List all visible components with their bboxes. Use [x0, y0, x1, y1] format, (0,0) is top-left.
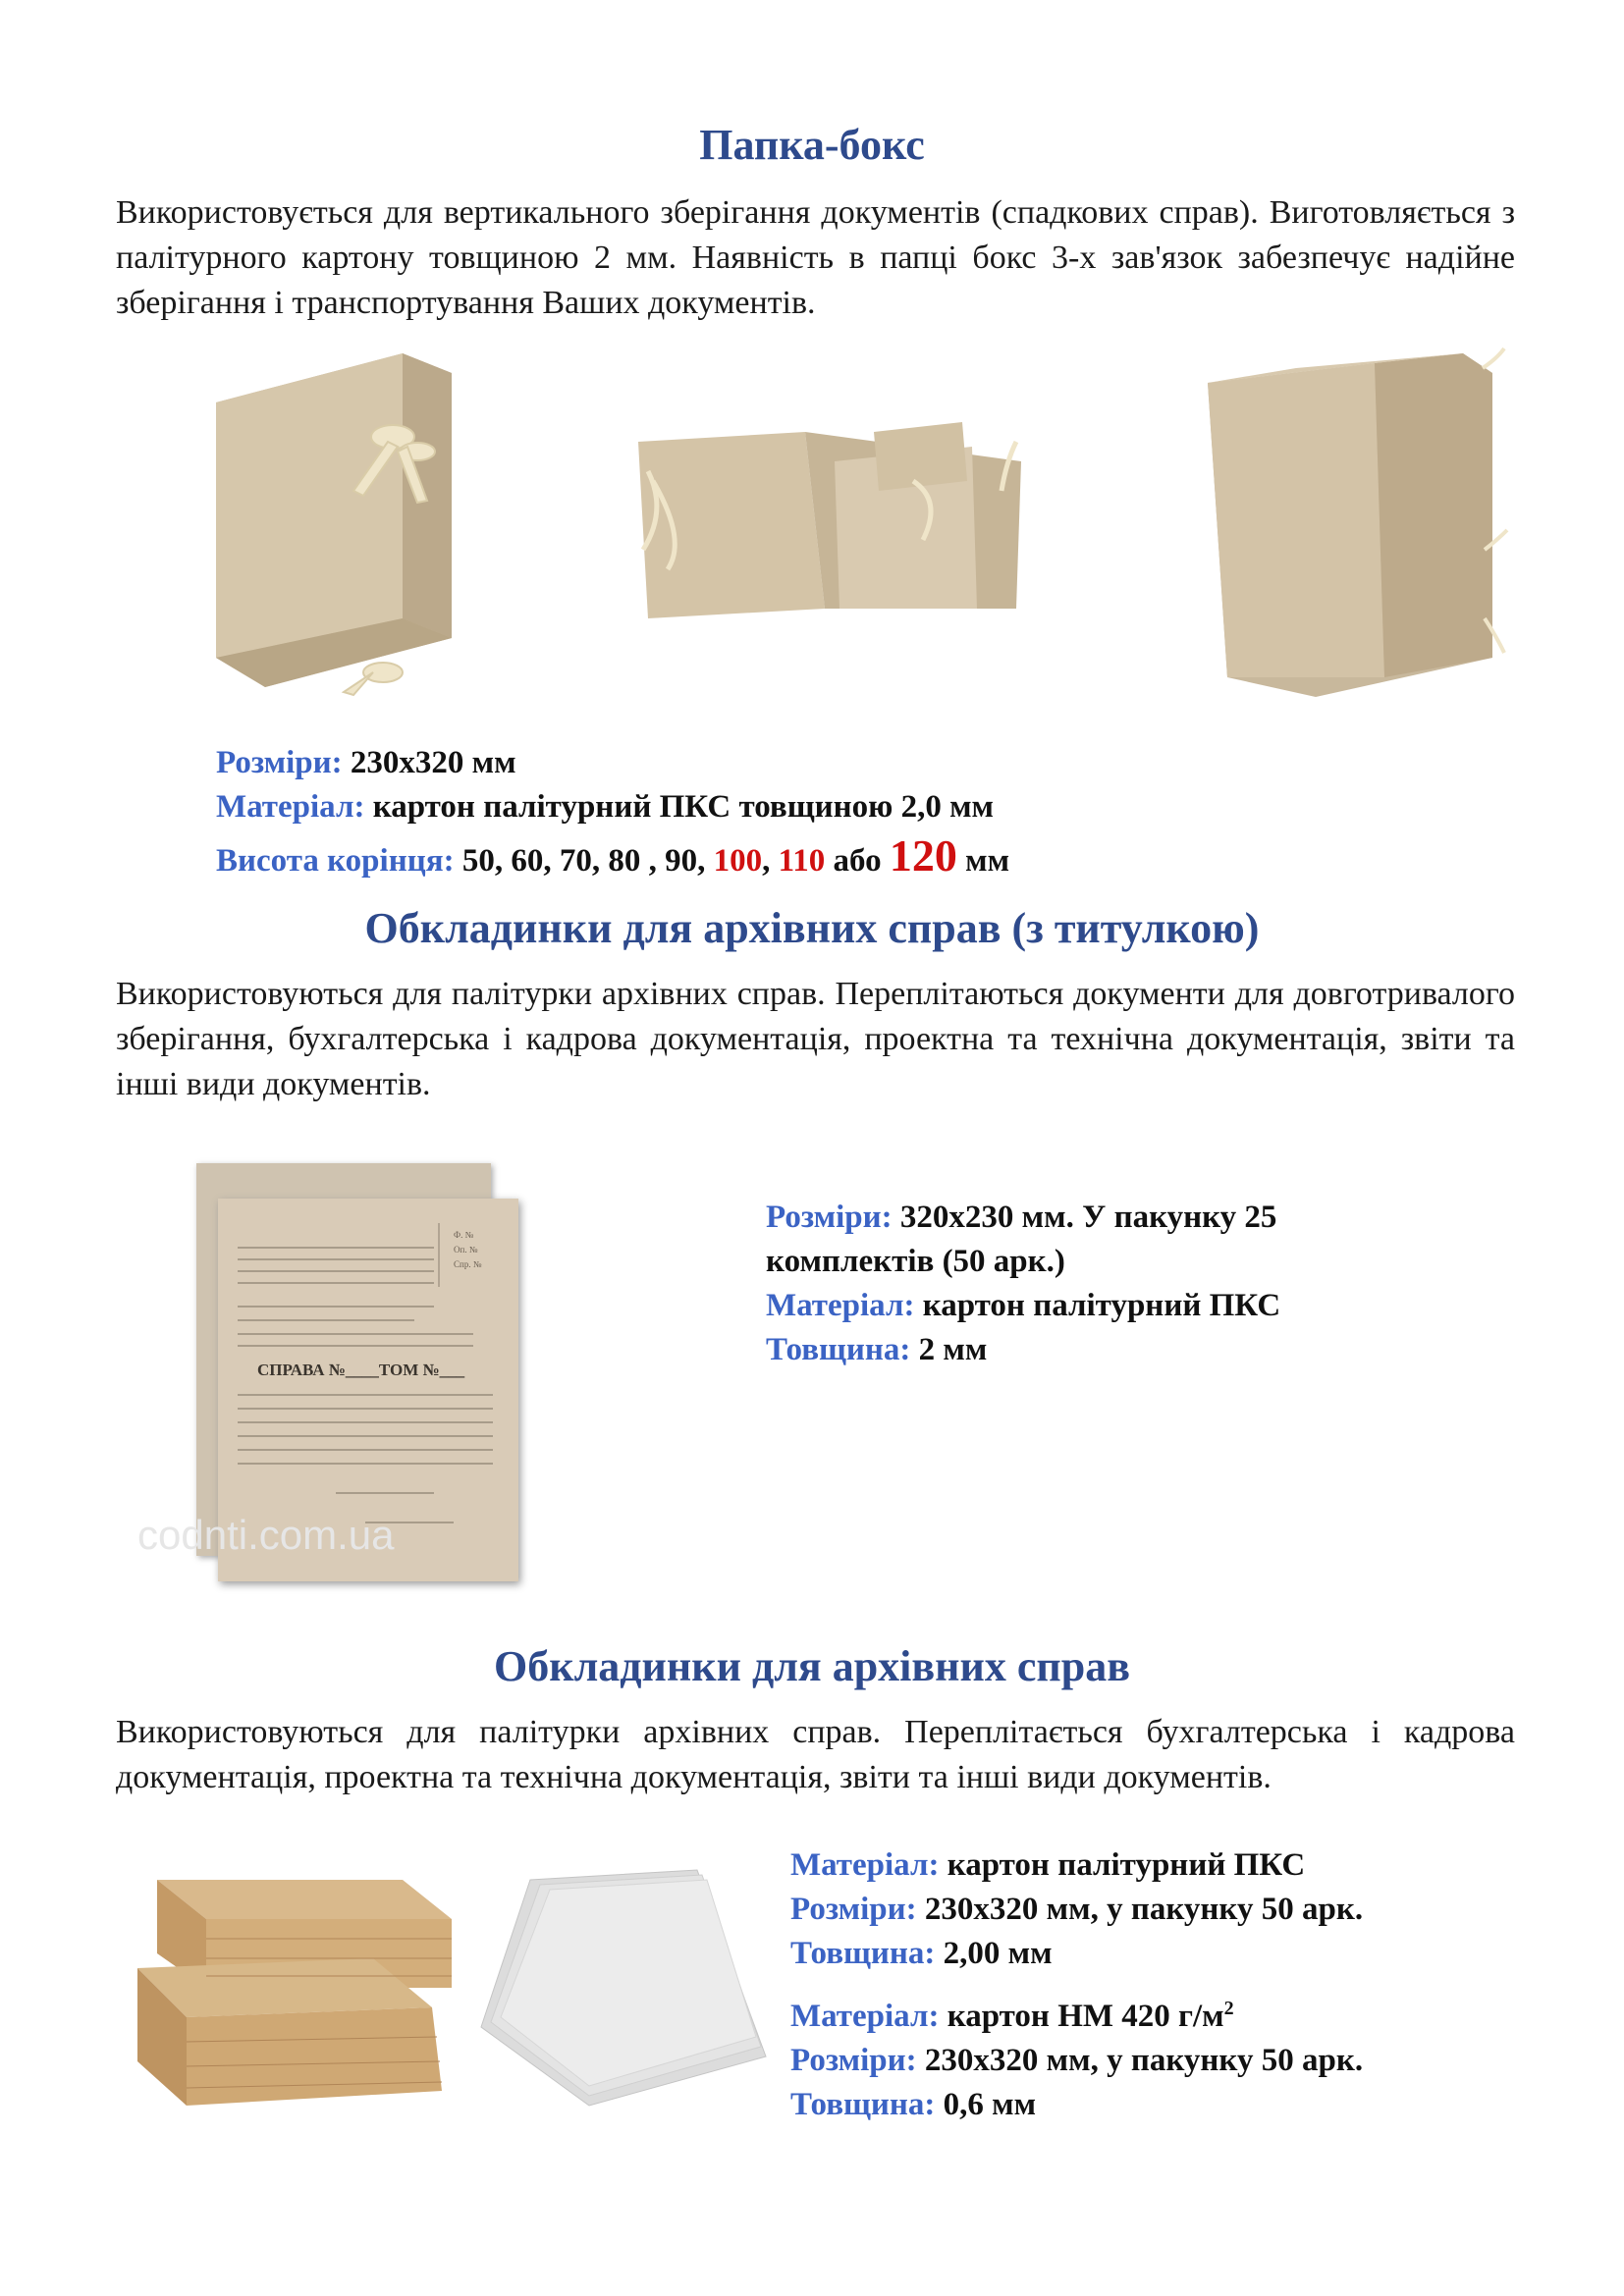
spine-label: Висота корінця: — [216, 843, 455, 879]
spine-value-120: 120 — [889, 830, 957, 881]
material-label: Матеріал: — [790, 1847, 940, 1883]
size-label: Розміри: — [766, 1200, 893, 1235]
section3-a-material-row — [790, 1843, 1305, 1887]
size-value-cont: комплектів (50 арк.) — [766, 1244, 1065, 1279]
box-folder-image-2 — [628, 422, 1021, 628]
section3-b-size-row — [790, 2039, 1363, 2082]
spine-comma: , — [762, 843, 771, 879]
size-value: 320х230 мм. У пакунку 25 — [899, 1200, 1277, 1235]
section2-thickness-row — [766, 1328, 987, 1371]
spine-or: або — [833, 843, 882, 879]
grey-sheets-image — [471, 1860, 776, 2115]
box-folder-image-1 — [196, 344, 481, 697]
thickness-value: 0,6 мм — [943, 2087, 1037, 2122]
material-superscript: 2 — [1223, 1998, 1234, 2019]
section1-paragraph: Використовується для вертикального зберігання документів (спадкових справ). Виготовляється з палітурного картону товщиною 2 мм. Наявність в папці бокс 3-х зав'язок забезпечує надійне зберігання і транспортування Ваших документів. — [116, 194, 1515, 321]
size-label: Розміри: — [790, 1892, 917, 1927]
section1-title: Папка-бокс — [699, 121, 925, 169]
box-folder-image-3 — [1198, 344, 1512, 707]
section3-paragraph: Використовуються для палітурки архівних справ. Переплітається бухгалтерська і кадрова документація, проектна та технічна документація, звіти та інші види документів. — [116, 1714, 1515, 1795]
section2-size-row — [766, 1196, 1276, 1239]
thickness-value: 2 мм — [918, 1332, 988, 1367]
section3-title: Обкладинки для архівних справ — [494, 1642, 1130, 1690]
archive-cover-image — [137, 1163, 530, 1585]
watermark-text: codnti.com.ua — [137, 1512, 395, 1558]
svg-text:Оп. №: Оп. № — [454, 1245, 478, 1255]
section2-title: Обкладинки для архівних справ (з титулкою) — [364, 904, 1260, 952]
thickness-label: Товщина: — [790, 1936, 936, 1971]
size-value: 230х320 мм, у пакунку 50 арк. — [924, 2043, 1364, 2078]
size-value: 230х320 мм, у пакунку 50 арк. — [924, 1892, 1364, 1927]
section3-b-material-row — [790, 1995, 1234, 2038]
section2-material-row — [766, 1284, 1280, 1327]
material-value: картон НМ 420 г/м — [947, 1999, 1224, 2034]
material-label: Матеріал: — [790, 1999, 940, 2034]
thickness-value: 2,00 мм — [943, 1936, 1053, 1971]
section1-size-row — [216, 741, 516, 784]
thickness-label: Товщина: — [790, 2087, 936, 2122]
material-value: картон палітурний ПКС — [947, 1847, 1306, 1883]
size-value: 230х320 мм — [350, 745, 516, 780]
spine-value-100: 100 — [713, 843, 763, 879]
cover-title-text: СПРАВА №____ТОМ №___ — [257, 1361, 465, 1379]
material-label: Матеріал: — [216, 789, 365, 825]
spine-value-110: 110 — [778, 843, 826, 879]
section1-material-row — [216, 785, 994, 828]
thickness-label: Товщина: — [766, 1332, 911, 1367]
svg-text:Спр. №: Спр. № — [454, 1259, 482, 1269]
spine-unit: мм — [965, 843, 1010, 879]
section3-a-size-row — [790, 1888, 1363, 1931]
section3-b-thickness-row — [790, 2083, 1036, 2126]
material-value: картон палітурний ПКС — [922, 1288, 1281, 1323]
size-label: Розміри: — [790, 2043, 917, 2078]
section3-a-thickness-row — [790, 1932, 1053, 1975]
kraft-stack-image — [128, 1860, 461, 2115]
material-label: Матеріал: — [766, 1288, 915, 1323]
section1-spine-row — [216, 830, 1010, 882]
section2-size-row-2 — [766, 1240, 1065, 1283]
material-value: картон палітурний ПКС товщиною 2,0 мм — [372, 789, 995, 825]
size-label: Розміри: — [216, 745, 343, 780]
svg-text:Ф. №: Ф. № — [454, 1230, 474, 1240]
section2-paragraph: Використовуються для палітурки архівних справ. Переплітаються документи для довготривалого зберігання, бухгалтерська і кадрова документація, проектна та технічна документація, звіти та інші види документів. — [116, 976, 1515, 1102]
spine-values: 50, 60, 70, 80 , 90, — [461, 843, 706, 879]
